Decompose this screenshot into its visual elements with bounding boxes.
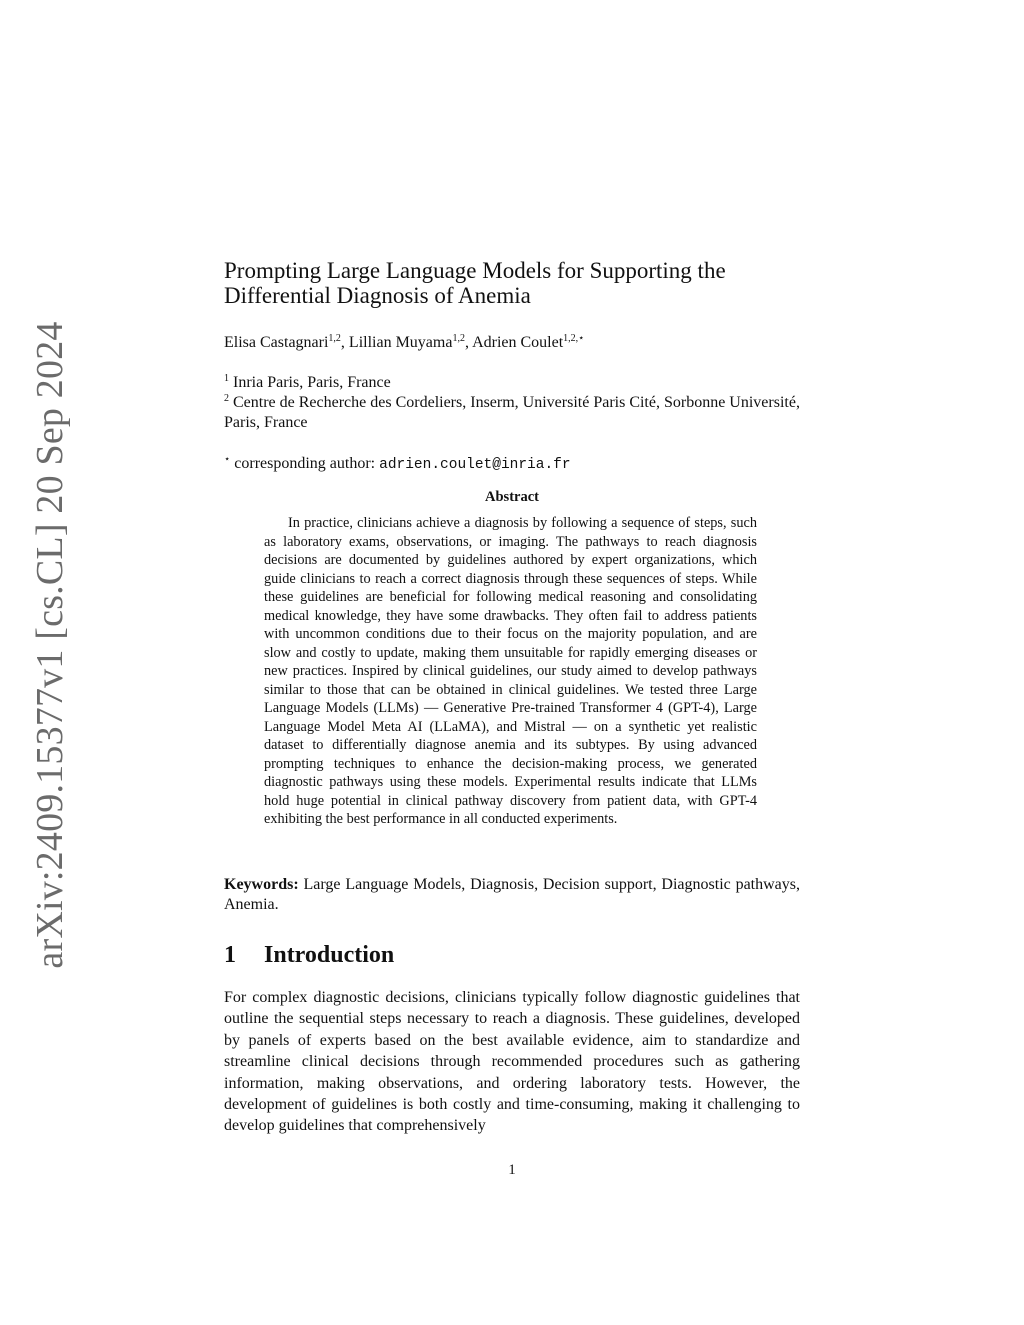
author-affiliation-marks: 1,2,⋆ bbox=[563, 333, 585, 344]
author-list bbox=[224, 333, 824, 353]
affiliation-text: Inria Paris, Paris, France bbox=[233, 374, 391, 391]
arxiv-identifier-stamp: arXiv:2409.15377v1 [cs.CL] 20 Sep 2024 bbox=[29, 321, 71, 969]
affiliation-mark: 1 bbox=[224, 373, 229, 384]
author-name: Lillian Muyama bbox=[348, 334, 453, 351]
introduction-paragraph: For complex diagnostic decisions, clinicians typically follow diagnostic guidelines that outline the sequential steps necessary to reach a diagnosis. These guidelines, developed by panels of experts based on the best available evidence, aim to standardize and streamline clinical decisions through recommended procedures such as gathering information, making observations, and ordering laboratory tests. However, the development of guidelines is both costly and time-consuming, making it challenging to develop guidelines that comprehensively bbox=[224, 989, 800, 1135]
keywords bbox=[224, 875, 800, 915]
affiliation-list bbox=[224, 373, 800, 433]
section-number: 1 bbox=[224, 942, 236, 968]
author-name: Adrien Coulet bbox=[472, 334, 564, 351]
author-separator: , bbox=[464, 334, 473, 351]
paper-title-line-1: Prompting Large Language Models for Supporting the bbox=[224, 258, 726, 283]
affiliation-mark: 2 bbox=[224, 393, 229, 404]
section-heading bbox=[224, 940, 394, 970]
abstract-text: In practice, clinicians achieve a diagnosis by following a sequence of steps, such as laboratory exams, observations, or imaging. The pathways to reach diagnosis decisions are documented by guidelines authored by expert organizations, which guide clinicians to reach a correct diagnosis through these sequences of steps. While these guidelines are beneficial for following medical reasoning and consolidating medical knowledge, they have some drawbacks. They often fail to address patients with uncommon conditions due to their focus on the majority population, and are slow and costly to update, making them unsuitable for rapidly emerging diseases or new practices. Inspired by clinical guidelines, our study aimed to develop pathways similar to those that can be obtained in clinical guidelines. We tested three Large Language Models (LLMs) — Generative Pre-trained Transformer 4 (GPT-4), Large Language Model Meta AI (LLaMA), and Mistral — on a synthetic yet realistic dataset to differentially diagnose anemia and its subtypes. By using advanced prompting techniques to enhance the decision-making process, we generated diagnostic pathways using these models. Experimental results indicate that LLMs hold huge potential in clinical pathway discovery from patient data, with GPT-4 exhibiting the best performance in all conducted experiments. bbox=[264, 515, 757, 827]
affiliation-text: Centre de Recherche des Cordeliers, Inserm, Université Paris Cité, Sorbonne Université, Paris, France bbox=[224, 394, 800, 431]
author-affiliation-marks: 1,2 bbox=[452, 333, 465, 344]
affiliation-item bbox=[224, 393, 800, 433]
corresponding-author bbox=[224, 454, 800, 475]
keywords-text: Large Language Models, Diagnosis, Decision support, Diagnostic pathways, Anemia. bbox=[224, 876, 800, 913]
author-separator: , bbox=[340, 334, 349, 351]
page-number: 1 bbox=[508, 1162, 516, 1178]
author-affiliation-marks: 1,2 bbox=[328, 333, 341, 344]
corresponding-label: corresponding author: bbox=[234, 455, 376, 472]
abstract-heading: Abstract bbox=[485, 489, 539, 505]
section-title: Introduction bbox=[264, 942, 395, 968]
author-name: Elisa Castagnari bbox=[224, 334, 329, 351]
paper-title bbox=[224, 258, 824, 308]
corresponding-mark: ⋆ bbox=[224, 454, 231, 465]
paper-title-line-2: Differential Diagnosis of Anemia bbox=[224, 283, 531, 308]
keywords-label: Keywords: bbox=[224, 876, 299, 893]
affiliation-item bbox=[224, 373, 800, 393]
corresponding-email-link[interactable]: adrien.coulet@inria.fr bbox=[379, 457, 571, 473]
